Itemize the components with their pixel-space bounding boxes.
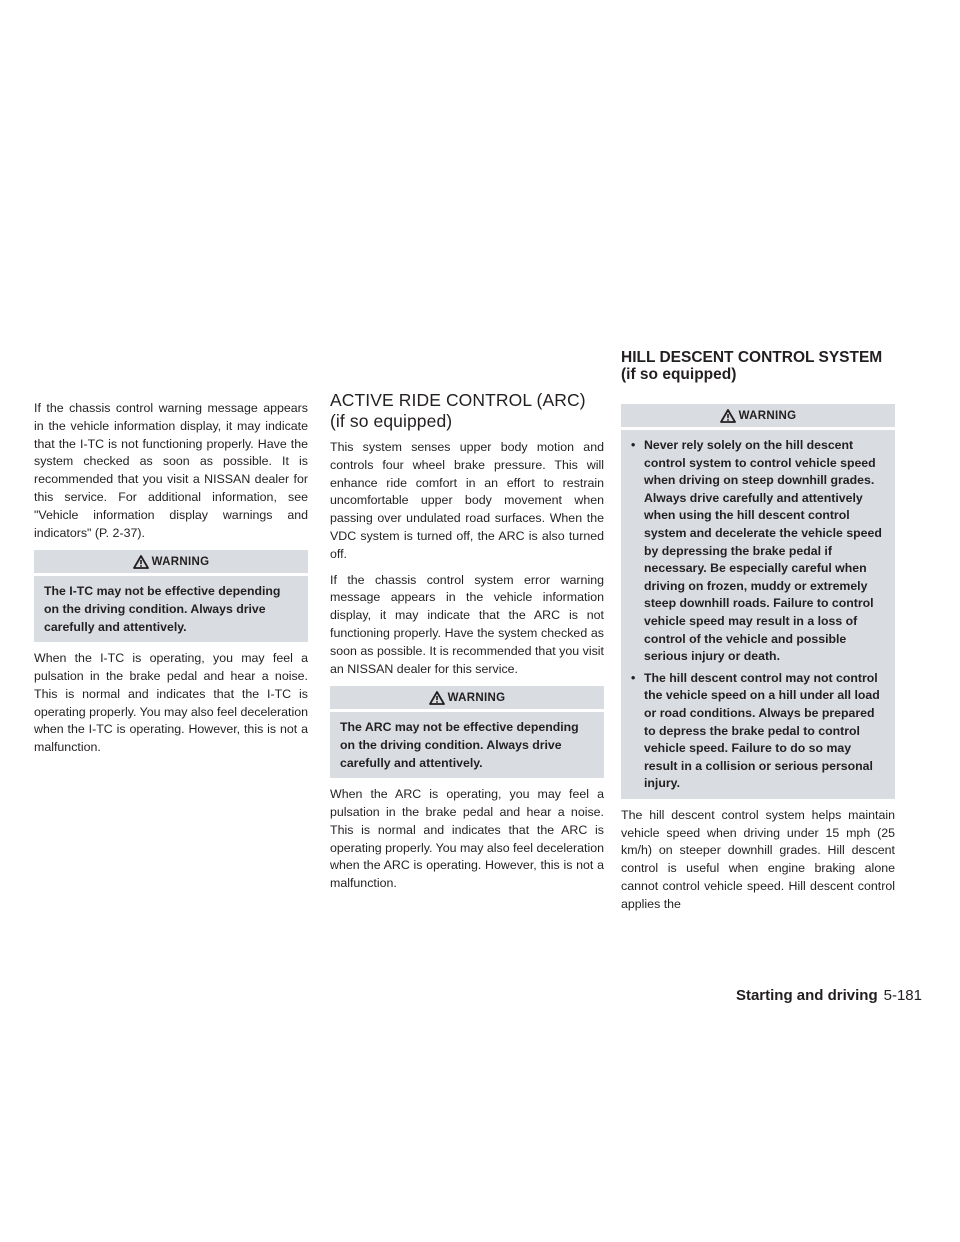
bullet: • bbox=[631, 438, 636, 452]
warning-label: WARNING bbox=[738, 409, 797, 422]
column-1 bbox=[34, 400, 308, 765]
arc-paragraph-2: If the chassis control system error warning message appears in the vehicle information display, it may indicate that the ARC is not functioning properly. Have the system checked as soon as possible. It is recommended that you visit an NISSAN dealer for this service. bbox=[330, 572, 604, 676]
bullet: • bbox=[631, 670, 636, 685]
section-title bbox=[621, 349, 921, 383]
arc-paragraph-3: When the ARC is operating, you may feel a pulsation in the brake pedal and hear a noise. This is normal and indicates that the ARC is operating properly. You may also feel deceleration when the ARC is operating. However, this is not a malfunction. bbox=[330, 787, 604, 891]
arc-heading: ACTIVE RIDE CONTROL (ARC) (if so equipped) bbox=[330, 390, 586, 431]
list-item bbox=[631, 670, 885, 793]
warning-icon bbox=[720, 409, 736, 423]
warning-header bbox=[621, 404, 895, 427]
warning-item-text: Never rely solely on the hill descent control system to control vehicle speed when driving on steep downhill grades. Always drive carefully and attentively when using the hill descent control system and decelerate the vehicle speed by depressing the brake pedal if necessary. Be especially careful when driving on frozen, muddy or extremely steep downhill roads. Failure to control vehicle speed may result in a loss of control of the vehicle and possible serious injury or death. bbox=[644, 438, 882, 664]
column-3 bbox=[621, 400, 895, 922]
warning-label: WARNING bbox=[151, 555, 210, 568]
warning-item-text: The hill descent control may not control the vehicle speed on a hill under all load or road conditions. Always be prepared to depress the brake pedal to control vehicle speed. Failure to do so may result in a collision or serious personal injury. bbox=[644, 670, 880, 791]
footer-section: Starting and driving bbox=[735, 987, 878, 1004]
warning-header bbox=[34, 550, 308, 573]
page-number: 5-181 bbox=[883, 987, 922, 1004]
arc-paragraph-1: This system senses upper body motion and controls four wheel brake pressure. This will enhance ride comfort in an effort to restrain uncomfortable upper body movement when passing over undulated road surfaces. When the VDC system is turned off, the ARC is also turned off. bbox=[330, 440, 604, 561]
list-item bbox=[631, 437, 885, 666]
warning-list bbox=[631, 437, 885, 793]
warning-body bbox=[621, 430, 895, 799]
section-title-line2: (if so equipped) bbox=[621, 366, 737, 383]
section-title-line1: HILL DESCENT CONTROL SYSTEM bbox=[621, 349, 883, 366]
warning-icon bbox=[429, 691, 445, 705]
warning-body bbox=[34, 576, 308, 642]
warning-header bbox=[330, 686, 604, 709]
itc-paragraph-2: When the I-TC is operating, you may feel a pulsation in the brake pedal and hear a noise. This is normal and indicates that the I-TC is operating properly. You may also feel deceleration when the I-TC is operating. However, this is not a malfunction. bbox=[34, 651, 308, 755]
column-2 bbox=[330, 390, 604, 901]
warning-text: The ARC may not be effective depending on the driving condition. Always drive carefully and attentively. bbox=[340, 720, 579, 770]
warning-label: WARNING bbox=[447, 691, 506, 704]
itc-paragraph-1: If the chassis control warning message appears in the vehicle information display, it may indicate that the I-TC is not functioning properly. Have the system checked as soon as possible. It is recommended that you visit a NISSAN dealer for this service. For additional information, see "Vehicle information display warnings and indicators" (P. 2-37). bbox=[34, 401, 308, 540]
warning-text: The I-TC may not be effective depending on the driving condition. Always drive carefully and attentively. bbox=[44, 584, 281, 634]
warning-icon bbox=[133, 555, 149, 569]
hdc-paragraph-1: The hill descent control system helps maintain vehicle speed when driving under 15 mph (25 km/h) on steeper downhill grades. Hill descent control is useful when engine braking alone cannot control vehicle speed. Hill descent control applies the bbox=[621, 807, 895, 911]
page-footer bbox=[736, 987, 922, 1004]
warning-body bbox=[330, 712, 604, 778]
